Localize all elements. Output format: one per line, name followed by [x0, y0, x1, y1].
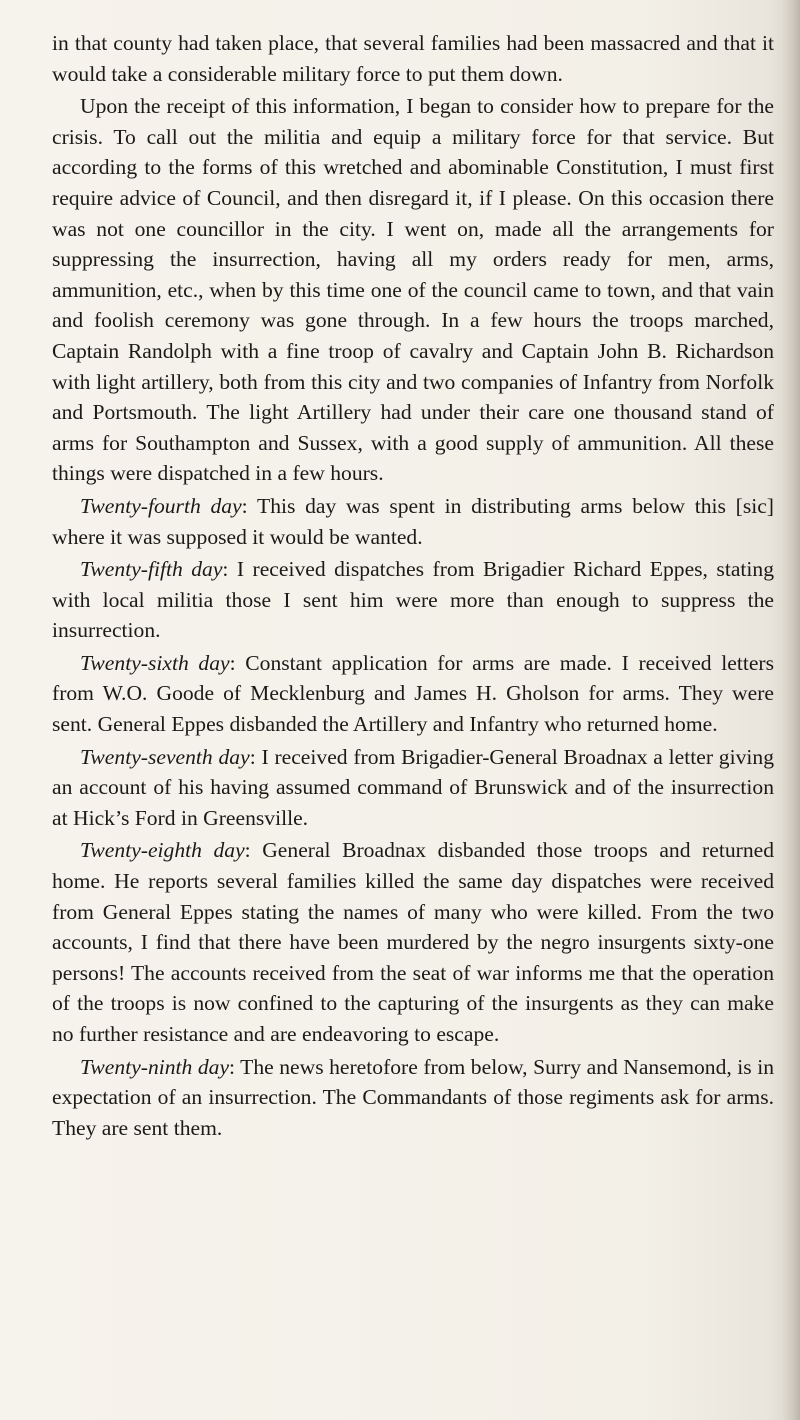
entry-text: : General Broadnax disbanded those troops and returned home. He reports several families killed the same day dispatches were received from General Eppes stating the names of many who were killed. From the two accounts, I find that there have been murdered by the negro insurgents sixty-one persons! The accounts received from the seat of war informs me that the operation of the troops is now confined to the capturing of the insurgents as they can make no further resistance and are endeavoring to escape.: [52, 838, 774, 1046]
paragraph-1-text: in that county had taken place, that several families had been massacred and that it would take a considerable military force to put them down.: [52, 31, 774, 86]
entry-text: : The news heretofore from below, Surry and Nansemond, is in expectation of an insurrection. The Commandants of those regiments ask for arms. They are sent them.: [52, 1054, 774, 1140]
entry-label: Twenty-ninth day: [80, 1054, 230, 1079]
page-text: [52, 28, 774, 1144]
entry-twenty-fourth-day: [52, 491, 774, 552]
paragraph-2-text: Upon the receipt of this information, I began to consider how to prepare for the crisis. To call out the militia and equip a military force for that service. But according to the forms of this wretched and abominable Constitution, I must first require advice of Council, and then disregard it, if I please. On this occasion there was not one councillor in the city. I went on, made all the arrangements for suppressing the insurrection, having all my orders ready for men, arms, ammunition, etc., when by this time one of the council came to town, and that vain and foolish ceremony was gone through. In a few hours the troops marched, Captain Randolph with a fine troop of cavalry and Captain John B. Richardson with light artillery, both from this city and two companies of Infantry from Norfolk and Portsmouth. The light Artillery had under their care one thousand stand of arms for Southampton and Sussex, with a good supply of ammunition. All these things were dispatched in a few hours.: [52, 94, 774, 486]
entry-twenty-sixth-day: [52, 648, 774, 740]
entry-text: : I received dispatches from Brigadier Richard Eppes, stating with local militia those I sent him were more than enough to suppress the insurrection.: [52, 557, 774, 643]
entry-twenty-eighth-day: [52, 835, 774, 1049]
page-edge-shadow: [782, 0, 800, 1420]
entry-text: : This day was spent in distributing arms below this [sic] where it was supposed it would be wanted.: [52, 493, 774, 549]
entry-label: Twenty-fourth day: [80, 493, 242, 518]
entry-label: Twenty-fifth day: [80, 557, 223, 582]
entry-text: : I received from Brigadier-General Broadnax a letter giving an account of his having assumed command of Brunswick and of the insurrection at Hick’s Ford in Greensville.: [52, 744, 774, 830]
entry-label: Twenty-sixth day: [80, 650, 230, 675]
entry-twenty-ninth-day: [52, 1052, 774, 1144]
paragraph-2: [52, 91, 774, 489]
entry-text: : Constant application for arms are made. I received letters from W.O. Goode of Mecklenburg and James H. Gholson for arms. They were sent. General Eppes disbanded the Artillery and Infantry who returned home.: [52, 650, 774, 737]
entry-label: Twenty-seventh day: [80, 744, 250, 769]
entry-twenty-fifth-day: [52, 554, 774, 646]
entry-label: Twenty-eighth day: [80, 838, 245, 863]
entry-twenty-seventh-day: [52, 742, 774, 834]
paragraph-1: [52, 28, 774, 89]
